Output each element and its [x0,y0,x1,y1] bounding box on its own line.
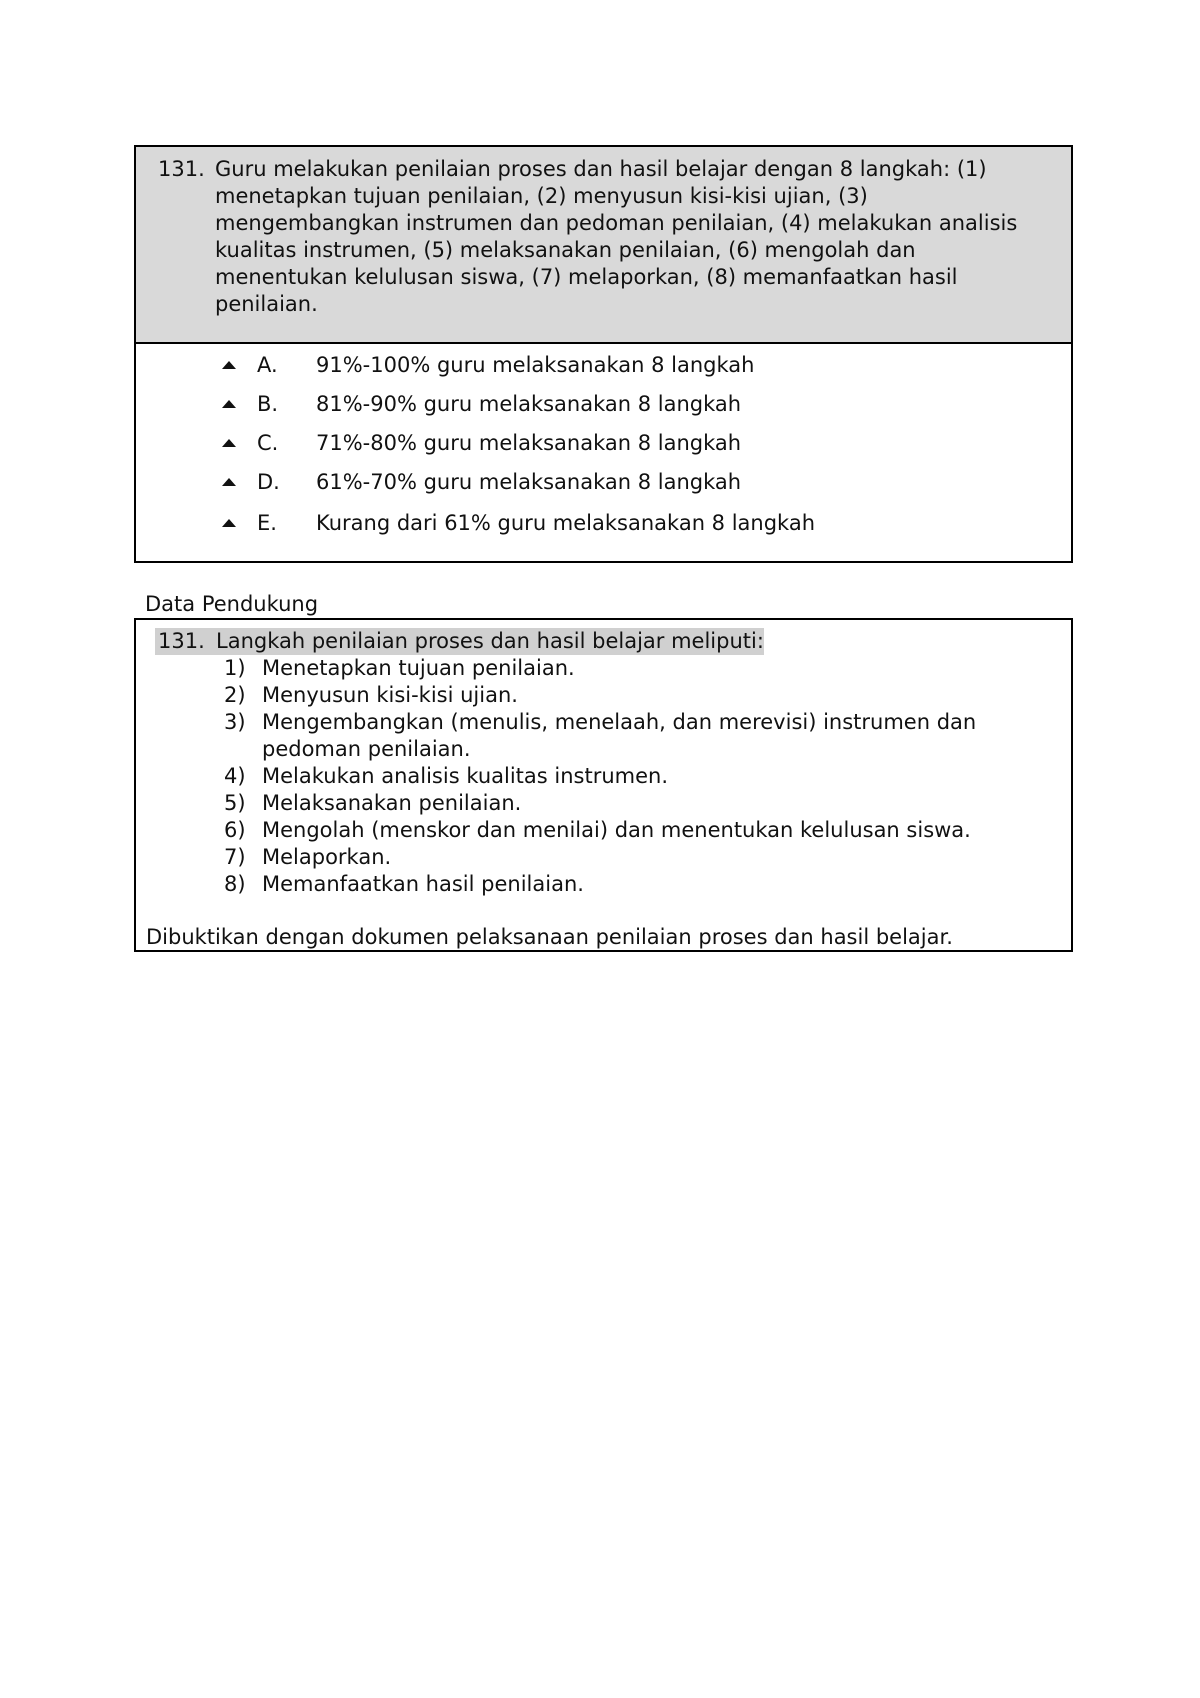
question-box [134,145,1073,563]
question-text: Guru melakukan penilaian proses dan hasil belajar dengan 8 langkah: (1) menetapkan tujuan penilaian, (2) menyusun kisi-kisi ujian, (3) mengembangkan instrumen dan pedoman penilaian, (4) melakukan analisis kualitas instrumen, (5) melaksanakan penilaian, (6) mengolah dan menentukan kelulusan siswa, (7) melaporkan, (8) memanfaatkan hasil penilaian. [215,157,1018,316]
step-number: 1) [224,656,246,680]
data-pendukung-number: 131. [158,629,205,653]
option-letter: A. [257,353,278,377]
evidence-note: Dibuktikan dengan dokumen pelaksanaan penilaian proses dan hasil belajar. [146,925,953,949]
data-pendukung-heading [155,628,764,655]
option-a[interactable] [136,350,1071,380]
triangle-bullet-icon [222,361,236,369]
step-number: 3) [224,710,246,734]
step-text: Menyusun kisi-kisi ujian. [262,683,518,707]
step-text: Melaksanakan penilaian. [262,791,522,815]
option-d[interactable] [136,467,1071,497]
option-letter: D. [257,470,280,494]
step-number: 8) [224,872,246,896]
option-text: 81%-90% guru melaksanakan 8 langkah [316,392,742,416]
step-text: Memanfaatkan hasil penilaian. [262,872,584,896]
data-pendukung-heading-text: Langkah penilaian proses dan hasil belajar meliputi: [216,629,764,653]
step-number: 4) [224,764,246,788]
step-text: Mengolah (menskor dan menilai) dan menentukan kelulusan siswa. [262,818,971,842]
option-letter: C. [257,431,279,455]
triangle-bullet-icon [222,478,236,486]
data-pendukung-label: Data Pendukung [145,592,319,616]
triangle-bullet-icon [222,439,236,447]
option-letter: B. [257,392,279,416]
triangle-bullet-icon [222,519,236,527]
option-c[interactable] [136,428,1071,458]
step-text: Melakukan analisis kualitas instrumen. [262,764,669,788]
step-number: 6) [224,818,246,842]
triangle-bullet-icon [222,400,236,408]
option-b[interactable] [136,389,1071,419]
option-text: 71%-80% guru melaksanakan 8 langkah [316,431,742,455]
step-text: Melaporkan. [262,845,392,869]
step-text: Menetapkan tujuan penilaian. [262,656,575,680]
option-text: Kurang dari 61% guru melaksanakan 8 langkah [316,511,816,535]
question-header [136,147,1071,344]
question-number: 131. [158,157,205,181]
step-number: 7) [224,845,246,869]
option-text: 61%-70% guru melaksanakan 8 langkah [316,470,742,494]
option-letter: E. [257,511,277,535]
step-number: 5) [224,791,246,815]
option-text: 91%-100% guru melaksanakan 8 langkah [316,353,755,377]
step-number: 2) [224,683,246,707]
option-e[interactable] [136,508,1071,538]
data-pendukung-box [134,618,1073,952]
step-text: Mengembangkan (menulis, menelaah, dan merevisi) instrumen dan pedoman penilaian. [262,710,977,761]
